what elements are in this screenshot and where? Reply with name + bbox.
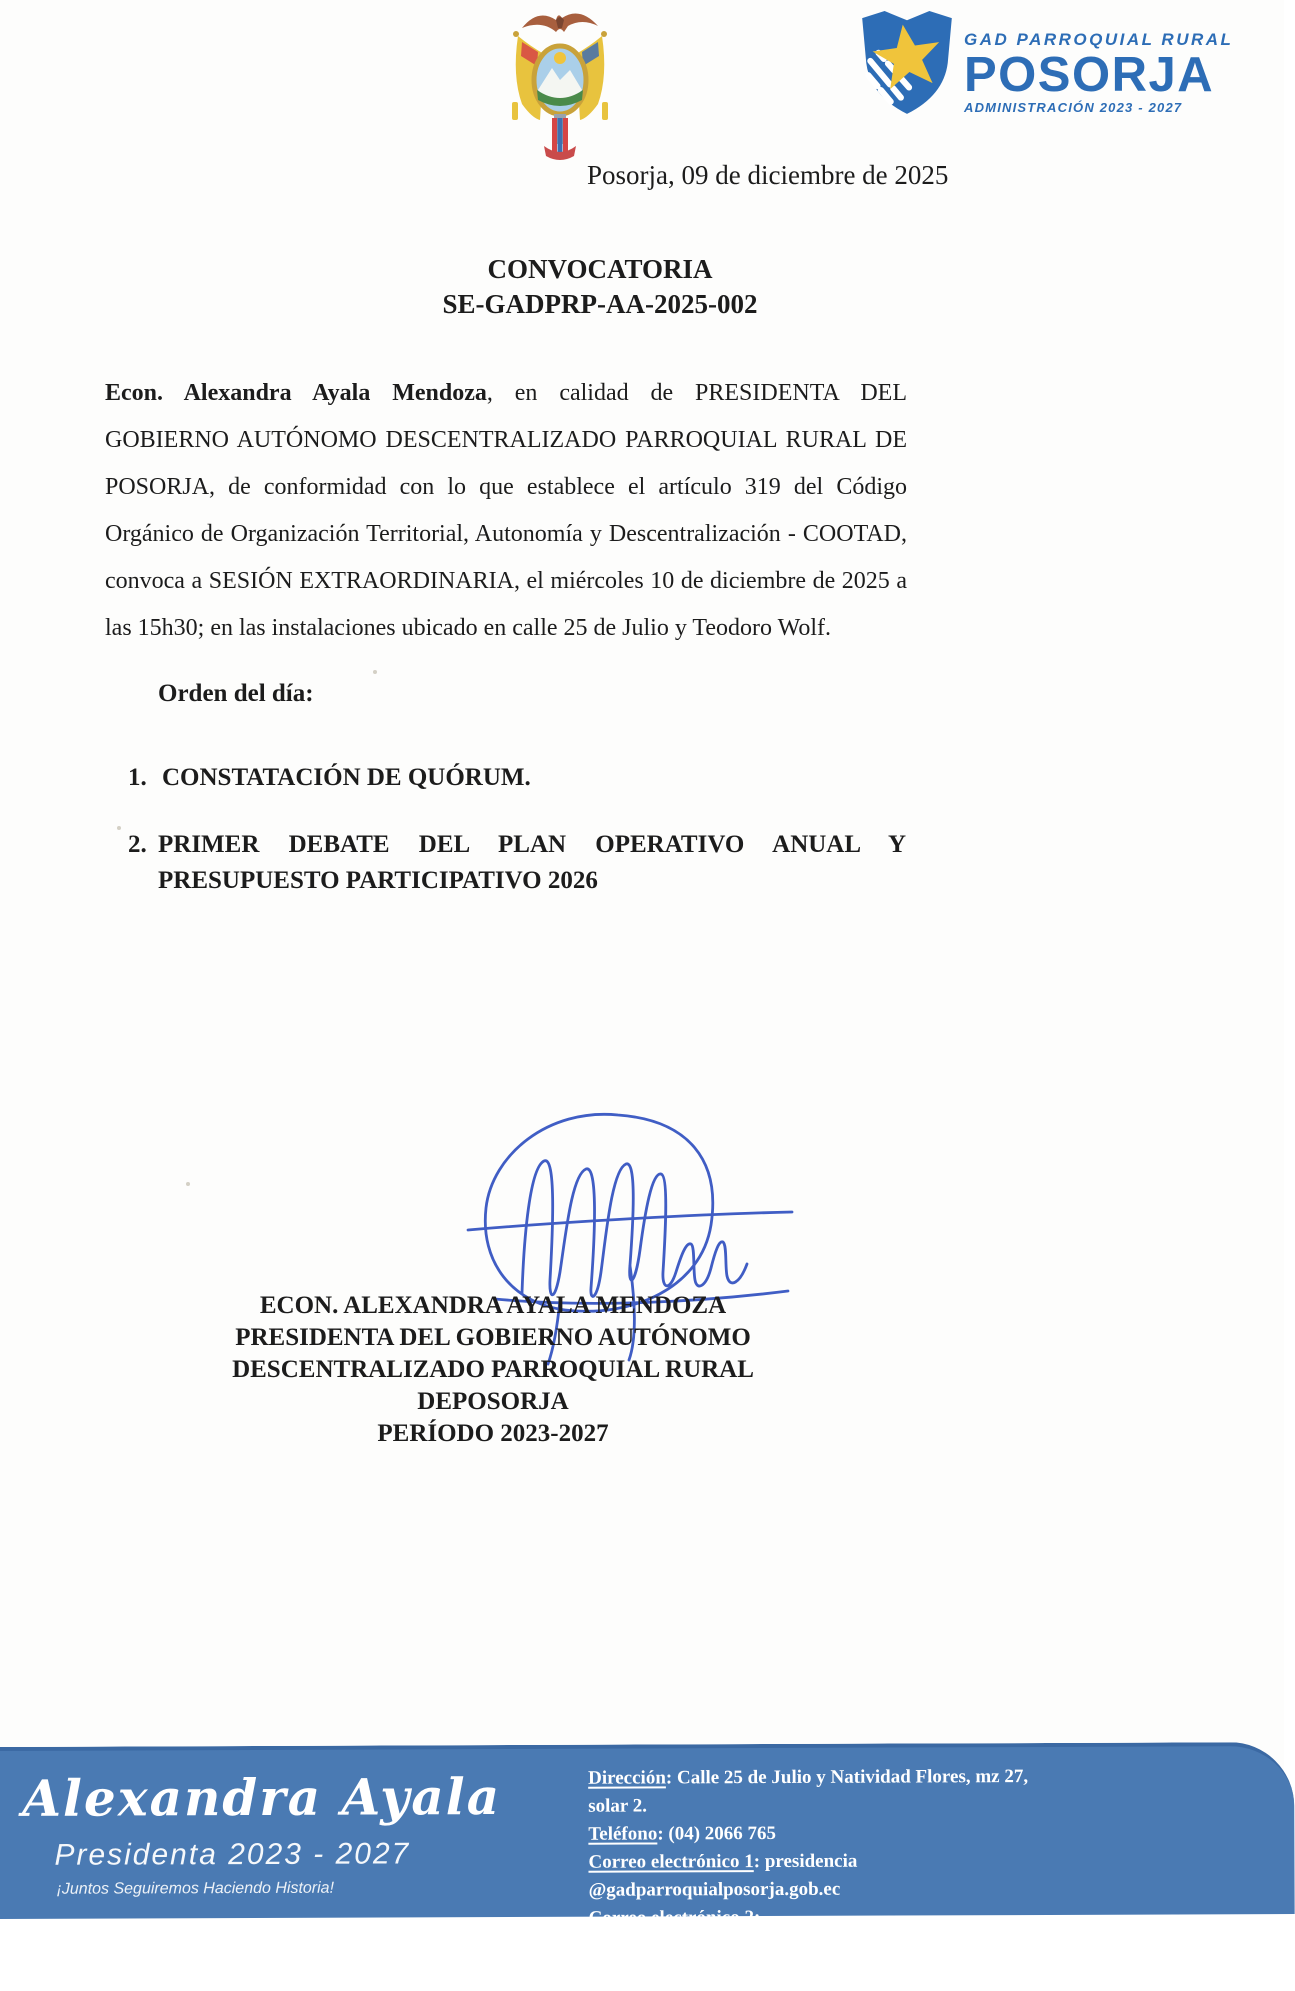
agenda-item-2-line2: PRESUPUESTO PARTICIPATIVO 2026 [158, 867, 598, 894]
logo-administration: ADMINISTRACIÓN 2023 - 2027 [964, 100, 1183, 115]
scan-speck [373, 670, 377, 674]
footer-script-name: Alexandra Ayala [22, 1767, 502, 1828]
signature-block [143, 1290, 843, 1450]
agenda-item-1 [128, 760, 531, 796]
ecuador-coat-of-arms-icon [508, 6, 612, 162]
agenda-item-2 [128, 827, 906, 899]
footer-subtitle: Presidenta 2023 - 2027 [54, 1837, 411, 1872]
signatory-title-3: DEPOSORJA [417, 1388, 569, 1415]
body-intro-bold: Econ. Alexandra Ayala Mendoza [105, 380, 487, 406]
body-paragraph [105, 370, 907, 652]
agenda-heading: Orden del día: [158, 680, 314, 707]
contact-email-1: Correo electrónico 1: presidencia @gadparroquialposorja.gob.ec [588, 1850, 858, 1901]
scan-speck [117, 826, 121, 830]
posorja-shield-icon [856, 8, 958, 118]
signatory-title-2: DESCENTRALIZADO PARROQUIAL RURAL [232, 1356, 754, 1383]
posorja-logo [856, 8, 1233, 118]
agenda-item-2-line1: PRIMER DEBATE DEL PLAN OPERATIVO ANUAL Y [158, 831, 906, 858]
logo-name: POSORJA [964, 48, 1215, 102]
signatory-name: ECON. ALEXANDRA AYALA MENDOZA [259, 1292, 727, 1319]
footer-contacts [588, 1763, 1059, 1989]
agenda-item-2-number: 2. [128, 831, 147, 858]
agenda-item-1-text: CONSTATACIÓN DE QUÓRUM. [162, 764, 531, 791]
title-line1: CONVOCATORIA [487, 254, 713, 284]
document-title [0, 252, 1200, 322]
document-date: Posorja, 09 de diciembre de 2025 [587, 160, 949, 190]
contact-address: Dirección: Calle 25 de Julio y Natividad Flores, mz 27, solar 2. [588, 1766, 1029, 1817]
body-intro-rest: , en calidad de PRESIDENTA DEL GOBIERNO AUTÓNOMO DESCENTRALIZADO PARROQUIAL RURAL DE POSORJA, de conformidad con lo que establece el artículo 319 del Código Orgánico de Organización Territorial, Autonomía y Descentralización - COOTAD, convoca a SESIÓN EXTRAORDINARIA, el miércoles 10 de diciembre de 2025 a las 15h30; en las instalaciones ubicado en calle 25 de Julio y Teodoro Wolf. [105, 380, 907, 641]
agenda-item-1-number: 1. [128, 764, 147, 791]
scan-speck [186, 1182, 190, 1186]
logo-tagline: GAD PARROQUIAL RURAL [964, 30, 1234, 49]
footer-slogan: ¡Juntos Seguiremos Haciendo Historia! [56, 1879, 335, 1898]
signatory-period: PERÍODO 2023-2027 [377, 1420, 609, 1447]
title-line2: SE-GADPRP-AA-2025-002 [442, 289, 758, 319]
signatory-title-1: PRESIDENTA DEL GOBIERNO AUTÓNOMO [235, 1324, 751, 1351]
contact-phone: Teléfono: (04) 2066 765 [588, 1822, 777, 1845]
footer-banner [0, 1742, 1295, 1985]
contact-email-2: Correo electrónico 2: secretaria@gadparroquialposorja.gob.ec [588, 1907, 921, 1957]
footer-location: Posorja - Ecuador [749, 1962, 898, 1985]
